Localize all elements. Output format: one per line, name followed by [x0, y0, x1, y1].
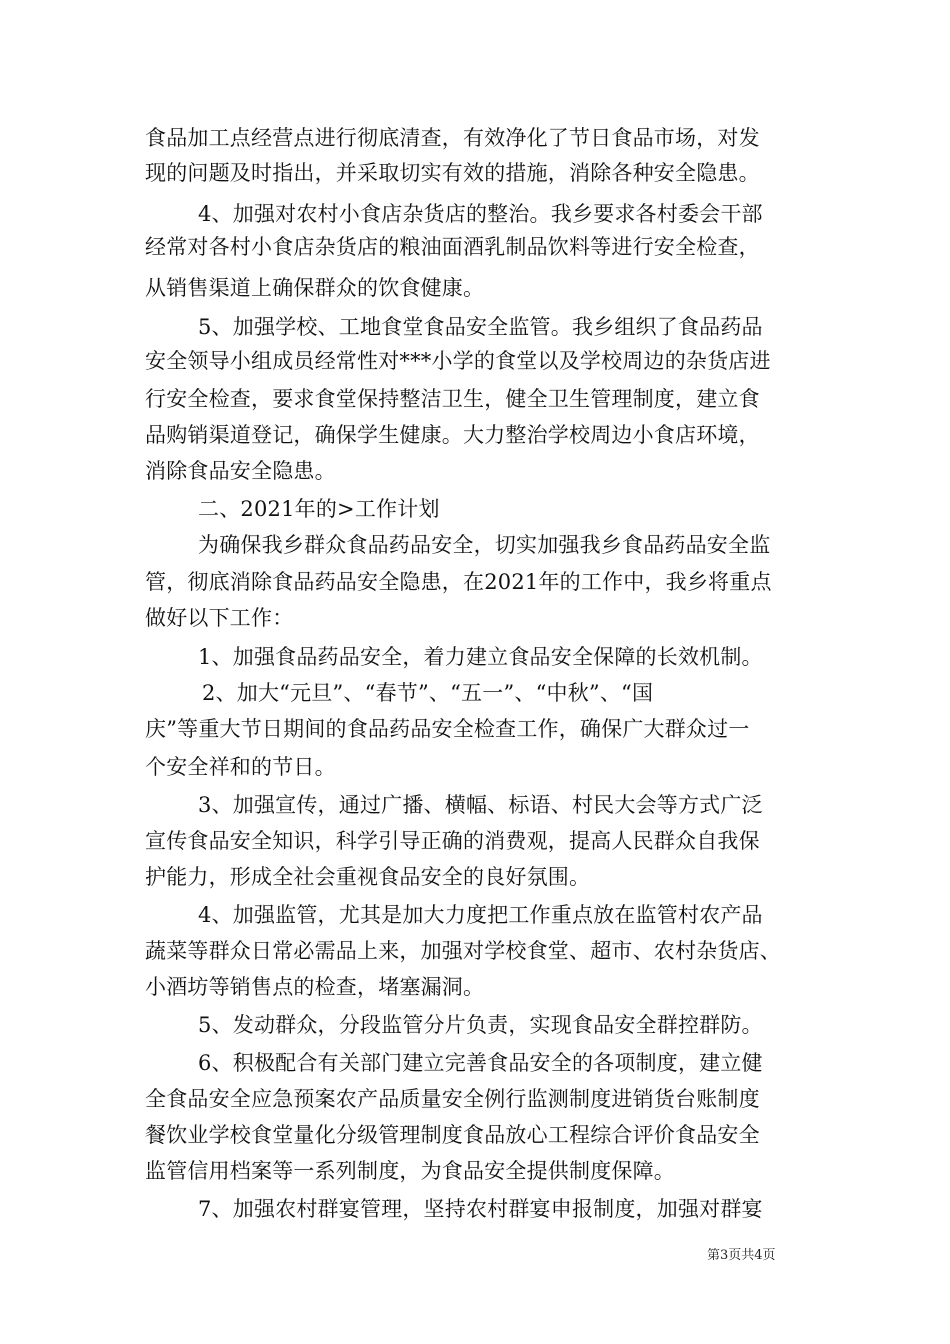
text-line-2: 现的问题及时指出，并采取切实有效的措施，消除各种安全隐患。: [145, 161, 760, 185]
text-line-19: 3、加强宣传，通过广播、横幅、标语、村民大会等方式广泛: [198, 793, 763, 817]
page-number-footer: 第3页共4页: [707, 1248, 776, 1263]
text-line-30: 7、加强农村群宴管理，坚持农村群宴申报制度，加强对群宴: [198, 1197, 763, 1221]
text-line-15: 1、加强食品药品安全，着力建立食品安全保障的长效机制。: [198, 645, 763, 669]
text-line-29: 监管信用档案等一系列制度，为食品安全提供制度保障。: [145, 1159, 675, 1183]
text-line-17: 庆”等重大节日期间的食品药品安全检查工作，确保广大群众过一: [145, 717, 750, 741]
text-line-18: 个安全祥和的节日。: [145, 755, 336, 779]
text-line-27: 全食品安全应急预案农产品质量安全例行监测制度进销货台账制度: [145, 1087, 760, 1111]
text-line-16: 2、加大“元旦”、“春节”、“五一”、“中秋”、“国: [202, 681, 654, 705]
text-line-13: 管，彻底消除食品药品安全隐患，在2021年的工作中，我乡将重点: [145, 570, 772, 594]
text-line-28: 餐饮业学校食堂量化分级管理制度食品放心工程综合评价食品安全: [145, 1123, 760, 1147]
text-line-6: 5、加强学校、工地食堂食品安全监管。我乡组织了食品药品: [198, 315, 763, 339]
text-line-14: 做好以下工作：: [145, 606, 294, 630]
text-line-24: 小酒坊等销售点的检查，堵塞漏洞。: [145, 975, 485, 999]
text-line-23: 蔬菜等群众日常必需品上来，加强对学校食堂、超市、农村杂货店、: [145, 939, 781, 963]
text-line-20: 宣传食品安全知识，科学引导正确的消费观，提高人民群众自我保: [145, 829, 760, 853]
text-line-21: 护能力，形成全社会重视食品安全的良好氛围。: [145, 865, 591, 889]
text-line-10: 消除食品安全隐患。: [145, 459, 336, 483]
text-line-25: 5、发动群众，分段监管分片负责，实现食品安全群控群防。: [198, 1013, 763, 1037]
text-line-3: 4、加强对农村小食店杂货店的整治。我乡要求各村委会干部: [198, 202, 763, 226]
text-line-5: 从销售渠道上确保群众的饮食健康。: [145, 276, 485, 300]
section-heading-work-plan: 二、2021年的>工作计划: [198, 497, 440, 521]
text-line-12: 为确保我乡群众食品药品安全，切实加强我乡食品药品安全监: [198, 533, 771, 557]
text-line-26: 6、积极配合有关部门建立完善食品安全的各项制度，建立健: [198, 1051, 763, 1075]
text-line-8: 行安全检查，要求食堂保持整洁卫生，健全卫生管理制度，建立食: [145, 387, 760, 411]
text-line-9: 品购销渠道登记，确保学生健康。大力整治学校周边小食店环境，: [145, 423, 760, 447]
text-line-4: 经常对各村小食店杂货店的粮油面酒乳制品饮料等进行安全检查，: [145, 235, 760, 259]
text-line-22: 4、加强监管，尤其是加大力度把工作重点放在监管村农产品: [198, 903, 763, 927]
text-line-7: 安全领导小组成员经常性对***小学的食堂以及学校周边的杂货店进: [145, 349, 771, 373]
text-line-1: 食品加工点经营点进行彻底清查，有效净化了节日食品市场，对发: [145, 126, 760, 150]
